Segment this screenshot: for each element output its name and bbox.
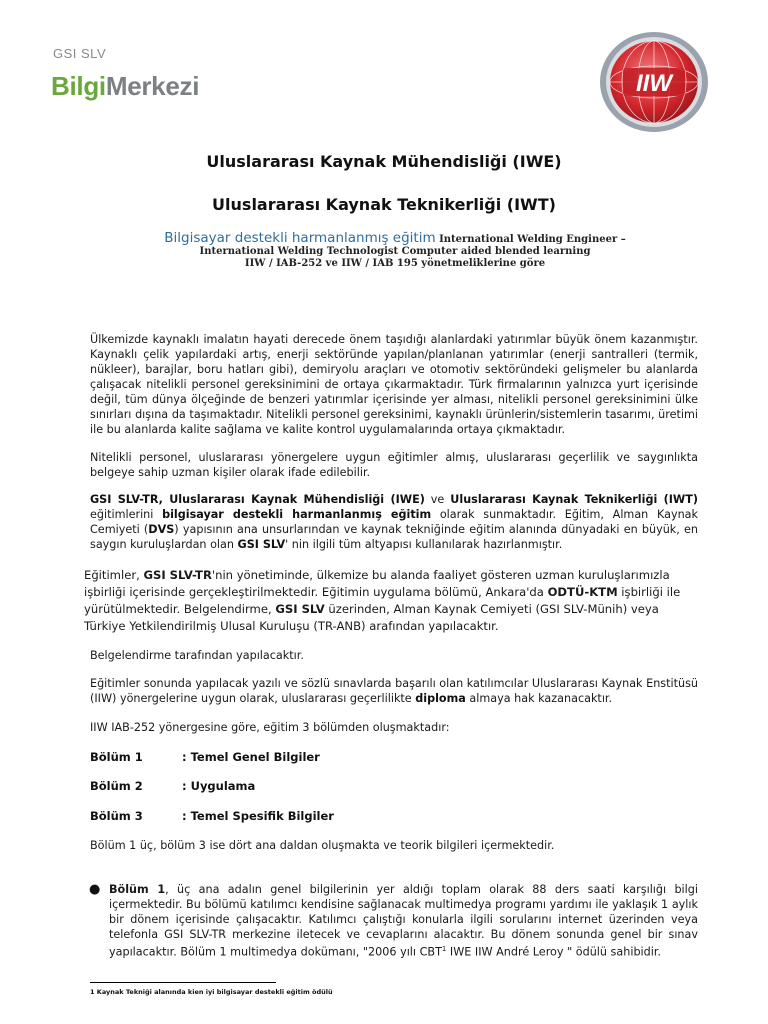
- subtitle-regulation: IIW / IAB-252 ve IIW / IAB 195 yönetmeliklerine göre: [244, 258, 546, 269]
- paragraph-trainings: [84, 567, 698, 635]
- subtitle-blended: Bilgisayar destekli harmanlanmış eğitim: [164, 230, 436, 246]
- paragraph-certification: Belgelendirme tarafından yapılacaktır.: [90, 649, 304, 662]
- paragraph-exams: [90, 676, 698, 706]
- text-bold: GSI SLV-TR: [143, 568, 212, 582]
- text: almaya hak kazanacaktır.: [465, 692, 613, 705]
- bullet-section-1: [109, 882, 698, 960]
- text: ) yapısının ana unsurlarından ve kaynak tekniğinde eğitim alanında dünyadaki en büyük, en saygın kuruluşlardan olan: [90, 523, 699, 551]
- paragraph-intro: Ülkemizde kaynaklı imalatın hayati derecede önem taşıdığı alanlardaki yatırımlar büyük önem kazanmıştır. Kaynaklı çelik yapılardaki artış, enerji sektöründe yapılan/planlanan yatırımlar (enerji santralleri (termik, nükleer), barajlar, boru hatları gibi), demiryolu araçları ve otomotiv sektöründeki gelişmeler bu alanlarda çalışacak nitelikli personel gereksinimini de ortaya çıkarmaktadır. Türk firmalarının yalnızca yurt içerisinde değil, tüm dünya ölçeğinde de benzeri yatırımlar içerisinde yer alması, nitelikli personel gereksinimini ülke sınırları dışına da taşımaktadır. Nitelikli personel gereksinimi, kaynaklı ürünlerin/sistemlerin tasarımı, üretimi ile bu alanlarda kalite sağlama ve kalite kontrol uygulamalarında ortaya çıkmaktadır.: [90, 333, 698, 436]
- paragraph-sections-detail: Bölüm 1 üç, bölüm 3 ise dört ana daldan oluşmakta ve teorik bilgileri içermektedir.: [90, 839, 555, 852]
- paragraph-sections-intro: IIW IAB-252 yönergesine göre, eğitim 3 bölümden oluşmaktadır:: [90, 721, 450, 734]
- subtitle-english: International Welding Engineer – International Welding Technologist Computer aided blended learning: [199, 234, 626, 257]
- section-row-1: [90, 750, 320, 764]
- subtitle-block: [150, 232, 640, 270]
- text-bold: Uluslararası Kaynak Teknikerliği (IWT): [450, 493, 698, 506]
- paragraph-gsi-slv-tr: [90, 492, 698, 552]
- text-bold: GSI SLV: [275, 602, 325, 616]
- iiw-logo: [598, 30, 710, 134]
- text: ' nin ilgili tüm altyapısı kullanılarak hazırlanmıştır.: [285, 538, 563, 551]
- section-row-2: [90, 779, 255, 793]
- logo-gsi-slv: GSI SLV: [53, 46, 107, 61]
- text: işbirliği ile yürütülmektedir. Belgelendirme,: [84, 585, 681, 616]
- text: eğitimlerini: [90, 508, 163, 521]
- footnote: 1 Kaynak Tekniği alanında kien iyi bilgisayar destekli eğitim ödülü: [90, 988, 333, 996]
- title-iwt: Uluslararası Kaynak Teknikerliği (IWT): [212, 195, 556, 214]
- text: olarak sunmaktadır. Eğitim, Alman Kaynak Cemiyeti (: [90, 508, 698, 536]
- text: Eğitimler,: [84, 568, 144, 582]
- bullet-icon: ●: [89, 882, 101, 897]
- section-name: : Uygulama: [182, 779, 256, 793]
- text: üzerinden, Alman Kaynak Cemiyeti (GSI SLV-Münih) veya Türkiye Yetkilendirilmiş Ulusal Kuruluşu (TR-ANB) arafından yapılacaktır.: [84, 602, 659, 633]
- text-bold: DVS: [148, 523, 175, 536]
- text: IWE IIW André Leroy " ödülü sahibidir.: [446, 945, 661, 959]
- text-bold: bilgisayar destekli harmanlanmış eğitim: [162, 508, 432, 521]
- section-label: Bölüm 3: [90, 809, 143, 823]
- iiw-logo-text: IIW: [636, 70, 672, 97]
- text: 'nin yönetiminde, ülkemize bu alanda faaliyet gösteren uzman kuruluşlarımızla işbirliği içerisinde gerçekleştirilmektedir. Eğitimin uygulama bölümü, Ankara'da: [84, 568, 670, 599]
- text: Eğitimler sonunda yapılacak yazılı ve sözlü sınavlarda başarılı olan katılımcılar Uluslararası Kaynak Enstitüsü (IIW) yönergelerine uygun olarak, uluslararası geçerlilikte: [90, 677, 698, 705]
- section-name: : Temel Genel Bilgiler: [182, 750, 320, 764]
- text-bold: Bölüm 1: [109, 883, 166, 896]
- footnote-divider: [90, 982, 276, 983]
- text: , üç ana adalın genel bilgilerinin yer aldığı toplam olarak 88 ders saati karşılığı bilgi içermektedir. Bu bölümü katılımcı kendisine sağlanacak multimedya programı yardımı ile yaklaşık 1 aylık bir dönem içerisinde çalışacaktır. Katılımcı çalıştığı konularla ilgili sorularını internet üzerinden veya telefonla GSI SLV-TR merkezine iletecek ve cevaplarını alacaktır. Bu dönem sonunda genel bir sınav yapılacaktır. Bölüm 1 multimedya dokümanı, "2006 yılı CBT: [109, 883, 698, 959]
- section-label: Bölüm 2: [90, 779, 143, 793]
- text: ve: [424, 493, 451, 506]
- title-iwe: Uluslararası Kaynak Mühendisliği (IWE): [206, 152, 562, 171]
- footnote-ref: 1: [441, 945, 447, 953]
- text-bold: GSI SLV-TR, Uluslararası Kaynak Mühendisliği (IWE): [90, 493, 425, 506]
- text-bold: ODTÜ-KTM: [547, 585, 618, 599]
- section-row-3: [90, 809, 334, 823]
- text-bold: GSI SLV: [237, 538, 286, 551]
- paragraph-qualified-personnel: Nitelikli personel, uluslararası yönergelere uygun eğitimler almış, uluslararası geçerlilik ve saygınlıkta belgeye sahip uzman kişiler olarak ifade edilebilir.: [90, 451, 698, 479]
- logo-bilgi: Bilgi: [51, 71, 106, 101]
- logo-bilgimerkezi: [51, 71, 199, 102]
- section-name: : Temel Spesifik Bilgiler: [182, 809, 334, 823]
- section-label: Bölüm 1: [90, 750, 143, 764]
- text-bold: diploma: [415, 692, 466, 705]
- logo-merkezi: Merkezi: [105, 71, 200, 101]
